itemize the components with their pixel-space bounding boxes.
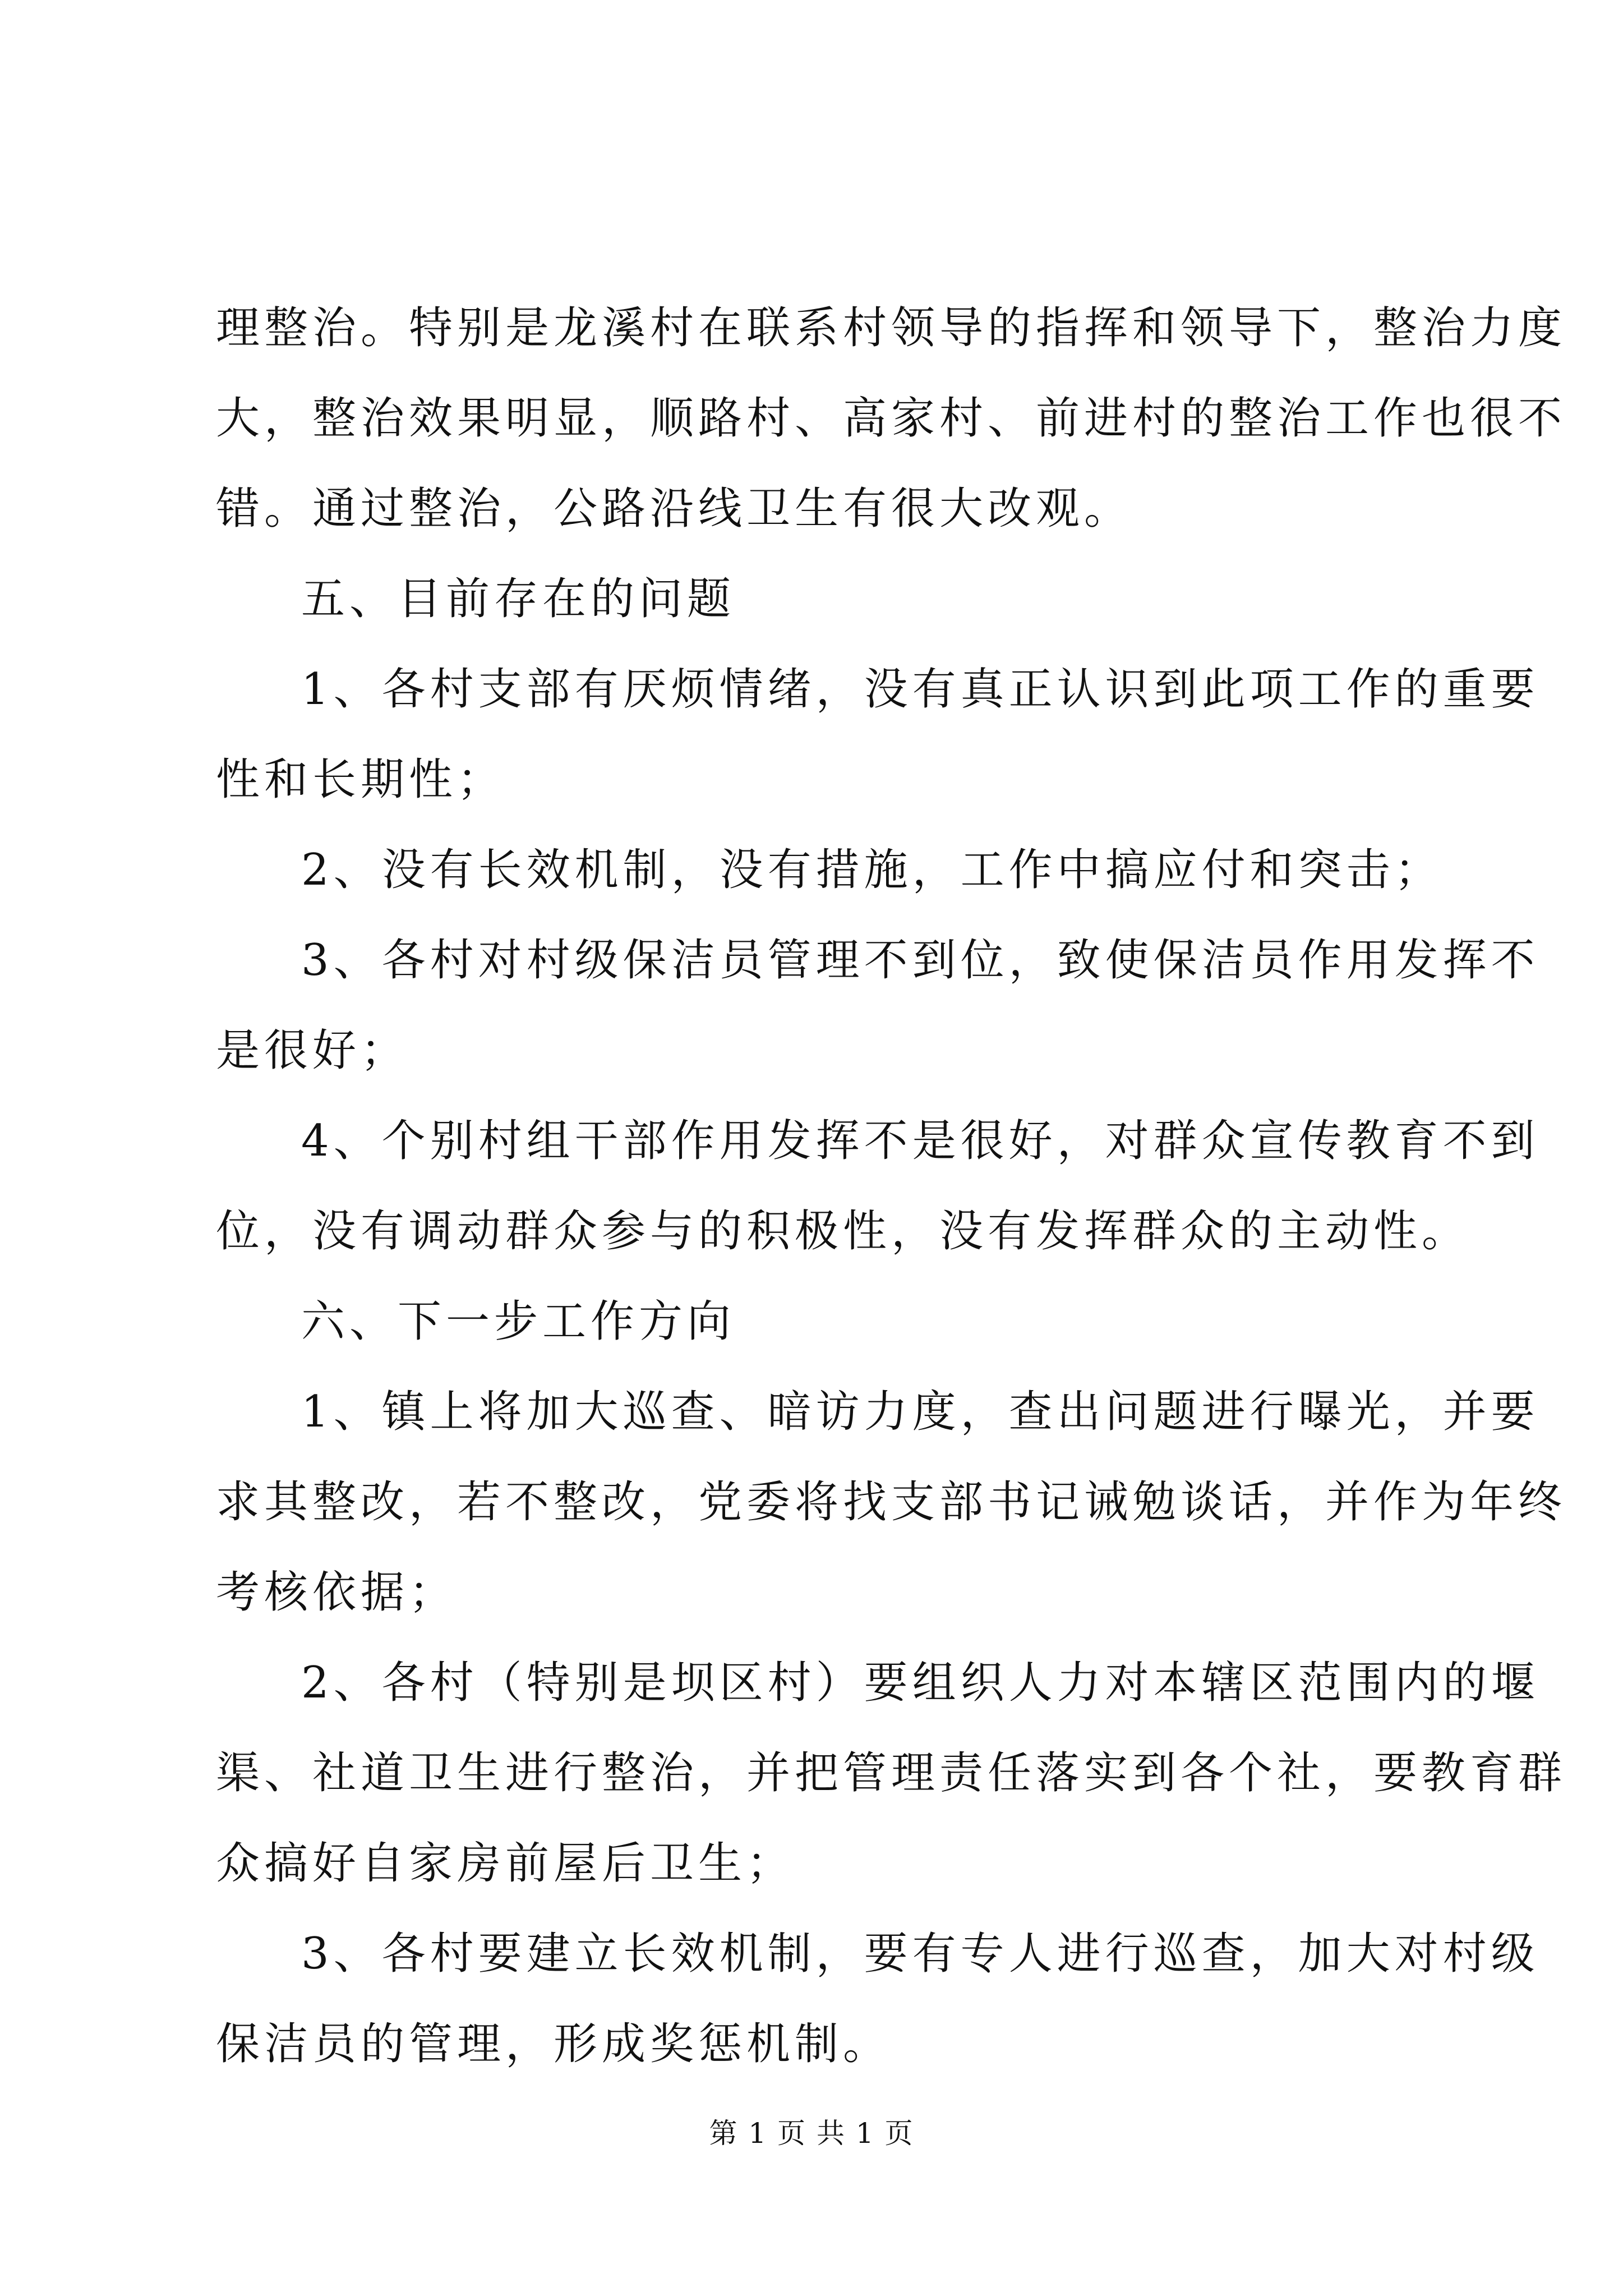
section-heading-problems: 五、目前存在的问题 [301,574,736,624]
text-line: 保洁员的管理，形成奖惩机制。 [216,2019,892,2069]
text-line: 3、各村对村级保洁员管理不到位，致使保洁员作用发挥不 [301,935,1539,986]
text-line: 大，整治效果明显，顺路村、高家村、前进村的整治工作也很不 [216,393,1567,444]
text-line: 渠、社道卫生进行整治，并把管理责任落实到各个社，要教育群 [216,1748,1567,1798]
text-line: 2、各村（特别是坝区村）要组织人力对本辖区范围内的堰 [301,1658,1539,1708]
text-line: 性和长期性； [216,754,506,805]
text-line: 是很好； [216,1025,409,1076]
text-line: 位，没有调动群众参与的积极性，没有发挥群众的主动性。 [216,1206,1470,1257]
text-line: 求其整改，若不整改，党委将找支部书记诫勉谈话，并作为年终 [216,1477,1567,1527]
text-line: 理整治。特别是龙溪村在联系村领导的指挥和领导下，整治力度 [216,303,1567,353]
text-line: 1、镇上将加大巡查、暗访力度，查出问题进行曝光，并要 [301,1387,1539,1437]
text-line: 考核依据； [216,1567,458,1618]
text-line: 错。通过整治，公路沿线卫生有很大改观。 [216,484,1133,534]
page-number-label: 第 1 页 共 1 页 [709,2117,914,2150]
text-line: 1、各村支部有厌烦情绪，没有真正认识到此项工作的重要 [301,664,1539,715]
text-line: 4、个别村组干部作用发挥不是很好，对群众宣传教育不到 [301,1116,1539,1166]
page-footer [0,2114,1623,2153]
text-line: 2、没有长效机制，没有措施，工作中搞应付和突击； [301,845,1443,895]
document-body [216,283,1567,2090]
text-line: 3、各村要建立长效机制，要有专人进行巡查，加大对村级 [301,1929,1539,1979]
section-heading-next-steps: 六、下一步工作方向 [301,1296,736,1347]
text-line: 众搞好自家房前屋后卫生； [216,1838,795,1889]
